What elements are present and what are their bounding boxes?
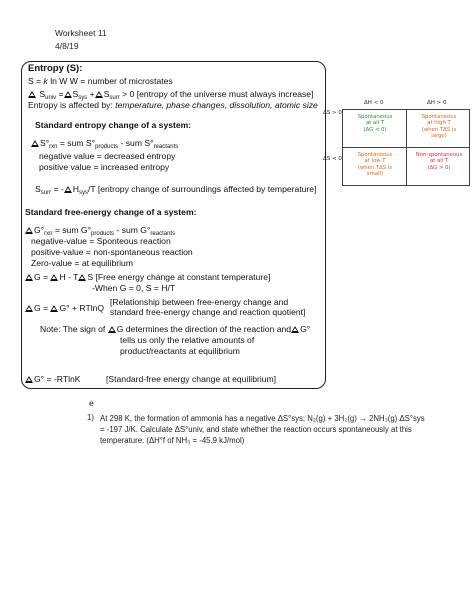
grid-cell-spontaneous-all: Spontaneous at all T (ΔG < 0) (357, 114, 393, 133)
question-text: At 298 K, the formation of ammonia has a negative ΔS°sys; N₂(g) + 3H₂(g) → 2NH₃(g) ΔS°sys = -197 J/K. Calculate ΔS°univ, and state whether the reaction occurs spontaneously at this temperature. (ΔH°f of NH₃ = -45.9 kJ/mol) (100, 414, 425, 445)
rtlnq-line: G = G° + RTlnQ (25, 303, 104, 313)
grid-col-label-2: ΔH > 0 (427, 100, 447, 106)
neg-entropy-line: negative value = decreased entropy (39, 151, 176, 161)
delta-icon (50, 305, 58, 312)
grid-cell-spontaneous-low: Spontaneous at low T (when TΔS is small) (357, 152, 393, 178)
gibbs-line: G = H - T S [Free energy change at constant temperature] (25, 272, 270, 282)
equilibrium-line: G° = -RTlnK (25, 374, 81, 384)
equilibrium-note: [Standard-free energy change at equilibrium] (106, 374, 277, 384)
delta-icon (25, 274, 33, 281)
rtlnq-note-2: standard free-energy change and reaction quotient] (110, 307, 306, 317)
grid-row-label-1: ΔS > 0 (323, 110, 342, 116)
univ-entropy-line: $S_{univ} = S_{sys} + S_{surr} > 0$ [entropy of the universe must always increase] (28, 89, 313, 99)
ssurr-line: $S_{surr}$ = - $H_{sys}/T$ [entropy change of surroundings affected by temperature] (35, 184, 317, 196)
note-line-2: tells us only the relative amounts of (120, 335, 255, 345)
note-line-1: Note: The sign of G determines the direction of the reaction and G° (40, 324, 311, 334)
spontaneity-grid (342, 109, 470, 186)
boltzmann-line: S = k ln W W = number of microstates (28, 76, 173, 86)
grid-col-label-1: ΔH < 0 (364, 100, 384, 106)
grid-row-label-2: ΔS < 0 (323, 156, 342, 162)
entropy-factors: Entropy is affected by: temperature, phase changes, dissolution, atomic size (28, 100, 318, 110)
delta-icon (64, 91, 72, 98)
entropy-title: Entropy (S): (28, 63, 83, 74)
delta-icon (25, 227, 33, 234)
pos-entropy-line: positive value = increased entropy (39, 162, 170, 172)
delta-icon (31, 140, 39, 147)
grxn-line: $G^\circ_{rxn}$ = sum $G^\circ_{products}$ - sum $G^\circ_{reactants}$ (25, 225, 175, 235)
grid-cell-nonspontaneous: Non-spontaneous at all T (ΔG > 0) (415, 152, 463, 171)
when-line: -When G = 0, S = H/T (92, 283, 176, 293)
grid-cell-spontaneous-high: Spontaneous at high T (when TΔS is large) (421, 114, 457, 140)
note-line-3: product/reactants at equilibrium (120, 346, 240, 356)
std-entropy-title: Standard entropy change of a system: (35, 120, 192, 130)
delta-icon (25, 376, 33, 383)
delta-icon (64, 186, 72, 193)
delta-icon (50, 274, 58, 281)
delta-icon (95, 91, 103, 98)
zero-free-line: Zero-value = at equilibrium (31, 258, 133, 268)
delta-icon (78, 274, 86, 281)
delta-icon (25, 305, 33, 312)
stray-letter: e (89, 398, 94, 408)
worksheet-date: 4/8/19 (55, 41, 79, 51)
delta-icon (108, 326, 116, 333)
std-free-title: Standard free-energy change of a system: (25, 207, 197, 217)
delta-icon (291, 326, 299, 333)
srxn-line: $S^\circ_{rxn}$ = sum $S^\circ_{products}$ - sum $S^\circ_{reactants}$ (31, 138, 178, 148)
pos-free-line: positive-value = non-spontaneous reaction (31, 247, 193, 257)
neg-free-line: negative-value = Sponteous reaction (31, 236, 171, 246)
question-number: 1) (87, 413, 94, 422)
delta-icon (28, 91, 36, 98)
rtlnq-note-1: [Relationship between free-energy change and (110, 297, 289, 307)
worksheet-title: Worksheet 11 (55, 28, 107, 38)
